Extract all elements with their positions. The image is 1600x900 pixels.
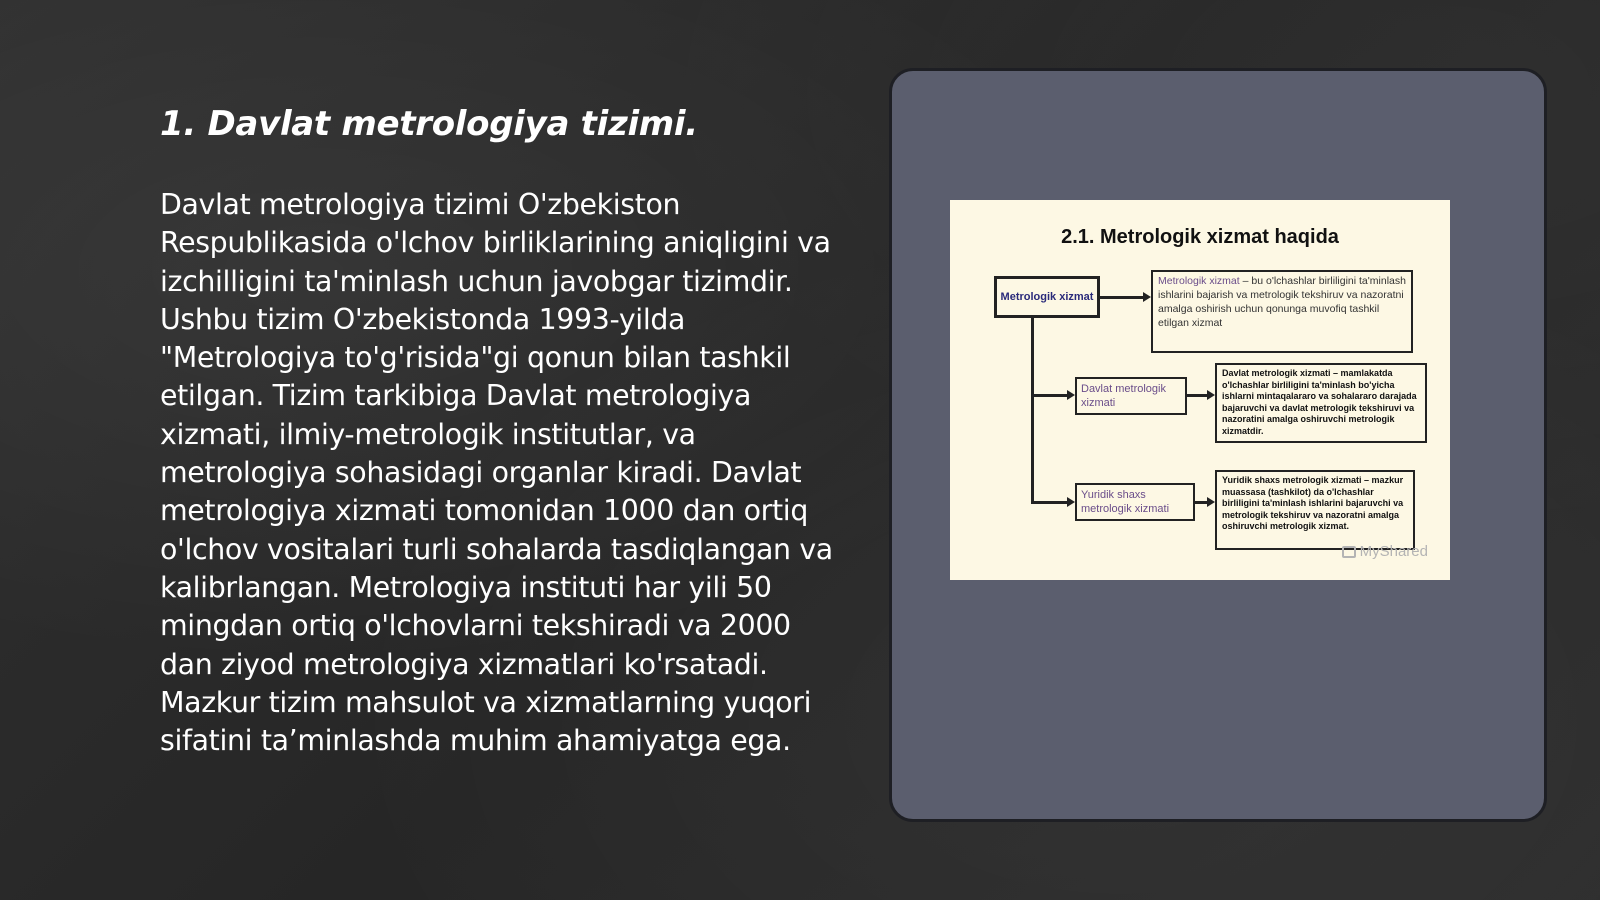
diagram-root-description-text: – bu o'lchashlar birliligini ta'minlash ishlarini bajarish va metrologik tekshiruv va nazoratni amalga oshirish uchun qonunga muvofiq tashkil etilgan xizmat bbox=[1158, 275, 1406, 329]
connector-trunk bbox=[1031, 318, 1034, 504]
arrow-root-desc bbox=[1143, 292, 1151, 302]
diagram-state-service-description: Davlat metrologik xizmati – mamlakatda o'lchashlar birliligini ta'minlash bo'yicha ishlarni mintaqalararo va sohalararo darajada bajaruvchi va davlat metrologik tekshiruvi va nazoratini amalga oshiruvchi metrologik xizmatdir. bbox=[1215, 363, 1427, 443]
connector-child1-desc bbox=[1187, 394, 1208, 397]
diagram-title: 2.1. Metrologik xizmat haqida bbox=[1061, 226, 1339, 248]
arrow-child2-desc bbox=[1207, 497, 1215, 507]
diagram-legal-entity-service-description: Yuridik shaxs metrologik xizmati – mazkur muassasa (tashkilot) da o'lchashlar birliligini ta'minlash ishlarini bajaruvchi va metrologik tekshiruv va nazoratni amalga oshiruvchi metrologik xizmat. bbox=[1215, 470, 1415, 550]
diagram-state-service-box: Davlat metrologik xizmati bbox=[1075, 377, 1187, 415]
watermark-text: MyShared bbox=[1359, 543, 1428, 560]
slide-title: 1. Davlat metrologiya tizimi. bbox=[160, 104, 698, 144]
diagram-root-description-term: Metrologik xizmat bbox=[1158, 275, 1240, 287]
arrow-child1 bbox=[1067, 390, 1075, 400]
myshared-logo-icon bbox=[1342, 546, 1356, 558]
diagram-root-box: Metrologik xizmat bbox=[994, 276, 1100, 318]
diagram-legal-entity-service-box: Yuridik shaxs metrologik xizmati bbox=[1075, 483, 1195, 521]
slide-body-text: Davlat metrologiya tizimi O'zbekiston Respublikasida o'lchov birliklarining aniqligini va izchilligini ta'minlash uchun javobgar tizimdir. Ushbu tizim O'zbekistonda 1993-yilda "Metrologiya to'g'risida"gi qonun bilan tashkil etilgan. Tizim tarkibiga Davlat metrologiya xizmati, ilmiy-metrologik institutlar, va metrologiya sohasidagi organlar kiradi. Davlat metrologiya xizmati tomonidan 1000 dan ortiq o'lchov vositalari turli sohalarda tasdiqlangan va kalibrlangan. Metrologiya instituti har yili 50 mingdan ortiq o'lchovlarni tekshiradi va 2000 dan ziyod metrologiya xizmatlari ko'rsatadi. Mazkur tizim mahsulot va xizmatlarning yuqori sifatini ta’minlashda muhim ahamiyatga ega. bbox=[160, 188, 833, 758]
connector-root-right bbox=[1100, 296, 1144, 299]
metrology-diagram-image bbox=[950, 200, 1450, 580]
watermark bbox=[1342, 543, 1428, 560]
connector-child1 bbox=[1031, 394, 1069, 397]
arrow-child1-desc bbox=[1207, 390, 1215, 400]
arrow-child2 bbox=[1067, 497, 1075, 507]
connector-child2 bbox=[1031, 501, 1069, 504]
diagram-root-description bbox=[1151, 270, 1413, 353]
